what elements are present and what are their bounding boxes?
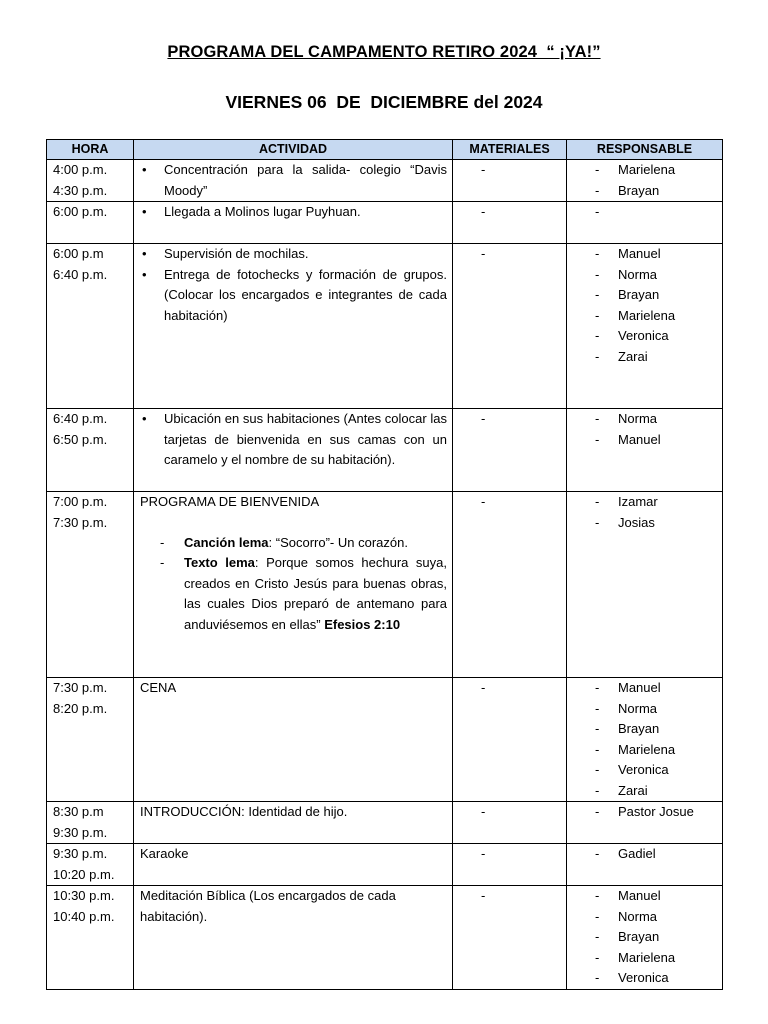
responsable-item (573, 306, 717, 327)
table-row (47, 160, 723, 202)
responsable-name: Brayan (618, 182, 660, 198)
activity-bullet-item (140, 409, 447, 471)
hora-cell (47, 492, 134, 678)
responsable-name: Josias (618, 514, 655, 530)
hora-start: 7:30 p.m. (53, 680, 108, 695)
header-materiales: MATERIALES (453, 140, 567, 160)
cancion-lema-label: Canción lema (184, 534, 269, 550)
hora-end: 7:30 p.m. (53, 514, 108, 530)
responsable-name: Manuel (618, 246, 661, 261)
responsable-cell (567, 202, 723, 244)
hora-cell (47, 802, 134, 844)
responsable-name: Zarai (618, 782, 648, 798)
activity-text: Entrega de fotochecks y formación de grupos. (Colocar los encargados e integrantes de cada habitación) (164, 266, 447, 323)
hora-start: 4:00 p.m. (53, 162, 108, 177)
dash-glyph: - (595, 970, 600, 985)
responsable-name: Veronica (618, 328, 669, 343)
hora-end: 6:50 p.m. (53, 431, 108, 447)
responsable-item (573, 202, 717, 223)
activity-text: Meditación Bíblica (Los encargados de cada habitación). (140, 888, 396, 924)
activity-bullet-item (140, 202, 447, 223)
responsable-item (573, 492, 717, 513)
actividad-cell (134, 802, 453, 844)
responsable-cell (567, 492, 723, 678)
actividad-cell (134, 844, 453, 886)
responsable-item (573, 740, 717, 761)
table-header-row (47, 140, 723, 160)
responsable-item (573, 781, 717, 802)
dash-glyph: - (595, 741, 600, 757)
responsable-name: Norma (618, 700, 658, 716)
responsable-name: Manuel (618, 680, 661, 695)
dash-glyph: - (595, 949, 600, 965)
activity-bullet-item (140, 265, 447, 327)
dash-glyph: - (595, 782, 600, 798)
responsable-item (573, 347, 717, 368)
responsable-name: Marielena (618, 949, 676, 965)
responsable-name: Norma (618, 411, 658, 426)
responsable-name: Norma (618, 266, 658, 282)
materiales-cell: - (453, 160, 567, 202)
dash-glyph: - (595, 348, 600, 364)
hora-end: 8:20 p.m. (53, 700, 108, 716)
responsable-name: Marielena (618, 307, 676, 323)
responsable-name: Manuel (618, 888, 661, 903)
activity-sub-item (140, 533, 447, 554)
responsable-item (573, 513, 717, 534)
activity-sub-item (140, 553, 447, 635)
materiales-cell: - (453, 492, 567, 678)
header-actividad: ACTIVIDAD (134, 140, 453, 160)
bullet-glyph: • (142, 411, 147, 426)
table-row (47, 202, 723, 244)
activity-text: INTRODUCCIÓN: Identidad de hijo. (140, 804, 348, 819)
bullet-glyph: • (142, 266, 147, 282)
hora-cell (47, 409, 134, 492)
activity-bullet-item (140, 244, 447, 265)
actividad-cell (134, 886, 453, 990)
dash-glyph: - (595, 680, 600, 695)
materiales-cell: - (453, 202, 567, 244)
document-title: PROGRAMA DEL CAMPAMENTO RETIRO 2024 “ ¡YA!” (167, 43, 601, 61)
cancion-lema-text: : “Socorro”- Un corazón. (268, 534, 408, 550)
responsable-item (573, 678, 717, 699)
responsable-item (573, 927, 717, 948)
responsable-name: Manuel (618, 431, 661, 447)
hora-cell (47, 844, 134, 886)
actividad-cell (134, 244, 453, 409)
materiales-cell: - (453, 409, 567, 492)
header-hora: HORA (47, 140, 134, 160)
table-row (47, 802, 723, 844)
activity-text: Ubicación en sus habitaciones (Antes colocar las tarjetas de bienvenida en sus camas con un caramelo y el nombre de su habitación). (164, 411, 447, 467)
dash-glyph: - (160, 534, 165, 550)
dash-glyph: - (595, 307, 600, 323)
table-row (47, 244, 723, 409)
actividad-cell (134, 160, 453, 202)
materiales-cell: - (453, 802, 567, 844)
responsable-cell (567, 886, 723, 990)
dash-glyph: - (595, 431, 600, 447)
bullet-glyph: • (142, 204, 147, 219)
materiales-cell: - (453, 244, 567, 409)
responsable-item (573, 844, 717, 865)
responsable-item (573, 948, 717, 969)
hora-start: 9:30 p.m. (53, 846, 108, 861)
dash-glyph: - (595, 762, 600, 777)
responsable-name: Brayan (618, 287, 660, 302)
materiales-cell: - (453, 844, 567, 886)
responsable-name: Brayan (618, 929, 660, 944)
actividad-cell (134, 492, 453, 678)
responsable-item (573, 886, 717, 907)
hora-end: 6:40 p.m. (53, 266, 108, 282)
hora-start: 10:30 p.m. (53, 888, 115, 903)
dash-glyph: - (595, 888, 600, 903)
responsable-cell (567, 409, 723, 492)
dash-glyph: - (595, 246, 600, 261)
dash-glyph: - (160, 555, 165, 570)
responsable-name: Veronica (618, 762, 669, 777)
header-responsable: RESPONSABLE (567, 140, 723, 160)
texto-lema-label: Texto lema (184, 555, 255, 570)
responsable-item (573, 244, 717, 265)
table-row (47, 409, 723, 492)
activity-bullet-item (140, 160, 447, 201)
texto-lema (184, 553, 447, 635)
bullet-glyph: • (142, 246, 147, 261)
responsable-cell (567, 844, 723, 886)
responsable-item (573, 802, 717, 823)
table-row (47, 844, 723, 886)
schedule-table (46, 139, 723, 990)
responsable-name: Izamar (618, 494, 658, 509)
responsable-item (573, 160, 717, 181)
dash-glyph: - (595, 411, 600, 426)
bullet-glyph: • (142, 162, 147, 177)
dash-glyph: - (595, 846, 600, 861)
responsable-item (573, 719, 717, 740)
activity-text: CENA (140, 680, 177, 695)
responsable-item (573, 409, 717, 430)
activity-text: Supervisión de mochilas. (164, 246, 309, 261)
responsable-name: Norma (618, 908, 658, 924)
responsable-item (573, 968, 717, 989)
activity-text: Llegada a Molinos lugar Puyhuan. (164, 204, 361, 219)
dash-glyph: - (595, 514, 600, 530)
responsable-item (573, 430, 717, 451)
table-row (47, 886, 723, 990)
dash-glyph: - (595, 162, 600, 177)
actividad-cell (134, 409, 453, 492)
activity-text: Karaoke (140, 846, 189, 861)
actividad-cell (134, 202, 453, 244)
hora-start: 7:00 p.m. (53, 494, 108, 509)
responsable-name: Pastor Josue (618, 804, 694, 819)
hora-end: 9:30 p.m. (53, 824, 108, 840)
dash-glyph: - (595, 700, 600, 716)
hora-cell (47, 678, 134, 802)
activity-text: Concentración para la salida- colegio “Davis Moody” (164, 162, 447, 198)
responsable-item (573, 907, 717, 928)
activity-heading: PROGRAMA DE BIENVENIDA (140, 494, 320, 509)
dash-glyph: - (595, 494, 600, 509)
responsable-item (573, 265, 717, 286)
responsable-item (573, 326, 717, 347)
table-row (47, 492, 723, 678)
materiales-cell: - (453, 886, 567, 990)
responsable-item (573, 181, 717, 202)
dash-glyph: - (595, 804, 600, 819)
dash-glyph: - (595, 929, 600, 944)
hora-cell (47, 244, 134, 409)
actividad-cell (134, 678, 453, 802)
dash-glyph: - (595, 721, 600, 736)
hora-end: 10:40 p.m. (53, 908, 115, 924)
responsable-name: Marielena (618, 741, 676, 757)
hora-cell (47, 886, 134, 990)
document-date-heading: VIERNES 06 DE DICIEMBRE del 2024 (225, 92, 543, 112)
responsable-cell (567, 244, 723, 409)
responsable-name: Gadiel (618, 846, 656, 861)
hora-start: 6:00 p.m (53, 246, 104, 261)
texto-lema-reference: Efesios 2:10 (324, 616, 401, 632)
responsable-item (573, 699, 717, 720)
texto-lema-text: : Porque somos hechura suya, creados en Cristo Jesús para buenas obras, las cuales Dios preparó de antemano para anduviésemos en ellas” (184, 555, 448, 632)
table-row (47, 678, 723, 802)
responsable-cell (567, 678, 723, 802)
materiales-cell: - (453, 678, 567, 802)
spacer (140, 513, 447, 533)
dash-glyph: - (595, 266, 600, 282)
dash-glyph: - (595, 328, 600, 343)
hora-start: 8:30 p.m (53, 804, 104, 819)
responsable-cell (567, 160, 723, 202)
hora-end: 10:20 p.m. (53, 866, 115, 882)
dash-glyph: - (595, 287, 600, 302)
responsable-item (573, 285, 717, 306)
responsable-cell (567, 802, 723, 844)
hora-end: 4:30 p.m. (53, 182, 108, 198)
hora-start: 6:40 p.m. (53, 411, 108, 426)
responsable-item (573, 760, 717, 781)
responsable-name: Marielena (618, 162, 676, 177)
responsable-name: Zarai (618, 348, 648, 364)
cancion-lema (184, 533, 447, 554)
hora-start: 6:00 p.m. (53, 204, 108, 219)
hora-cell (47, 202, 134, 244)
dash-glyph: - (595, 204, 600, 219)
responsable-name: Veronica (618, 970, 669, 985)
responsable-name: Brayan (618, 721, 660, 736)
dash-glyph: - (595, 182, 600, 198)
hora-cell (47, 160, 134, 202)
dash-glyph: - (595, 908, 600, 924)
